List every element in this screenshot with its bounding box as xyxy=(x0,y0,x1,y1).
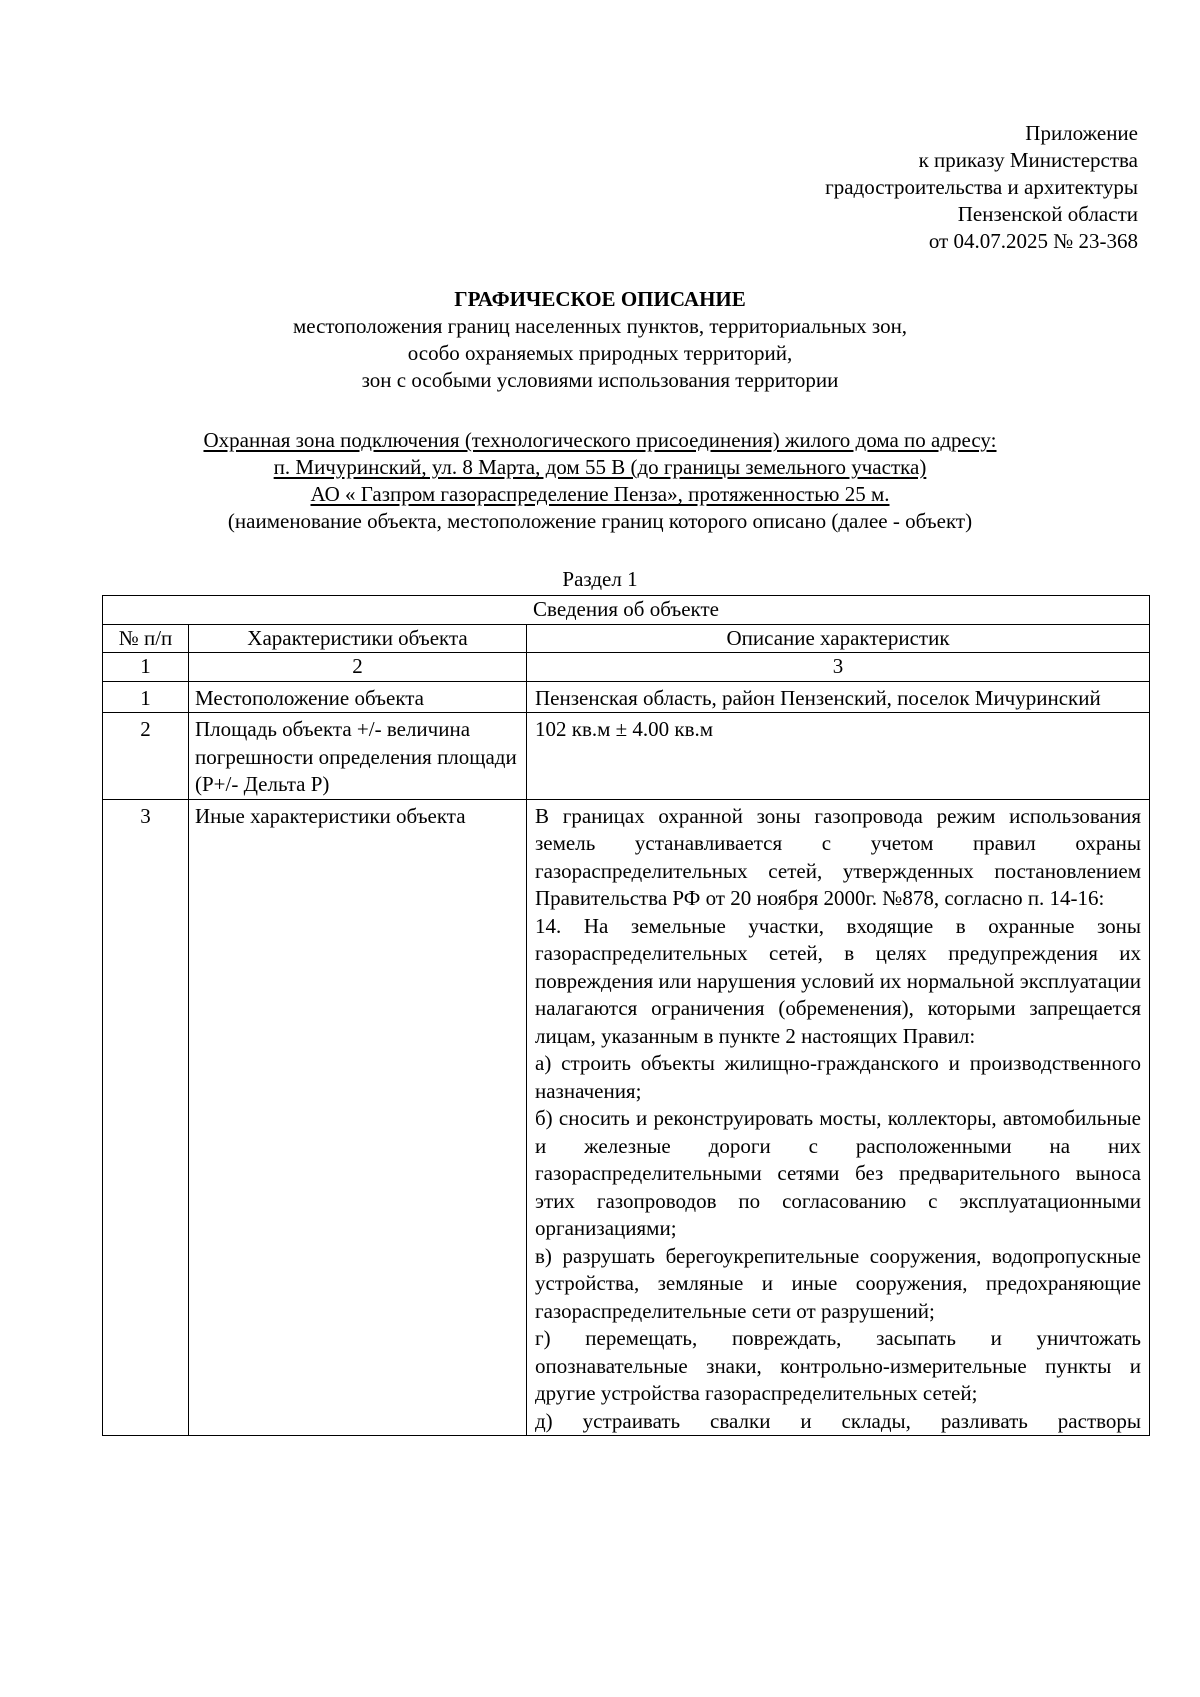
appendix-line: Пензенской области xyxy=(957,202,1138,226)
row-description: 102 кв.м ± 4.00 кв.м xyxy=(527,713,1150,800)
column-number-cell: 1 xyxy=(103,653,189,682)
object-caption: (наименование объекта, местоположение границ которого описано (далее - объект) xyxy=(227,509,973,533)
header-cell: Характеристики объекта xyxy=(189,624,527,653)
object-name-line: АО « Газпром газораспределение Пенза», протяженностью 25 м. xyxy=(310,482,890,506)
appendix-line: Приложение xyxy=(1025,121,1138,145)
column-number-cell: 3 xyxy=(527,653,1150,682)
row-description xyxy=(527,799,1150,1436)
appendix-date-number: от 04.07.2025 № 23-368 xyxy=(928,229,1138,253)
document-subtitle-line: зон с особыми условиями использования территории xyxy=(361,368,839,392)
table-title: Сведения об объекте xyxy=(103,596,1150,625)
table-header-row xyxy=(103,624,1150,653)
row-description: Пензенская область, район Пензенский, поселок Мичуринский xyxy=(527,681,1150,713)
description-paragraph: д) устраивать свалки и склады, разливать растворы xyxy=(535,1408,1141,1433)
row-characteristic: Площадь объекта +/- величина погрешности определения площади (P+/- Дельта P) xyxy=(189,713,527,800)
description-paragraph: а) строить объекты жилищно-гражданского и производственного назначения; xyxy=(535,1051,1141,1103)
object-name-line: Охранная зона подключения (технологического присоединения) жилого дома по адресу: xyxy=(203,428,997,452)
description-paragraph: В границах охранной зоны газопровода режим использования земель устанавливается с учетом правил охраны газораспределительных сетей, утвержденных постановлением Правительства РФ от 20 ноября 2000г. №878, согласно п. 14-16: xyxy=(535,803,1141,910)
appendix-line: к приказу Министерства xyxy=(918,148,1138,172)
document-subtitle-line: местоположения границ населенных пунктов, территориальных зон, xyxy=(292,314,908,338)
row-characteristic: Иные характеристики объекта xyxy=(189,799,527,1436)
row-characteristic: Местоположение объекта xyxy=(189,681,527,713)
column-number-cell: 2 xyxy=(189,653,527,682)
description-paragraph: 14. На земельные участки, входящие в охранные зоны газораспределительных сетей, в целях предупреждения их повреждения или нарушения условий их нормальной эксплуатации налагаются ограничения (обременения), которыми запрещается лицам, указанным в пункте 2 настоящих Правил: xyxy=(535,913,1141,1048)
column-number-row xyxy=(103,653,1150,682)
appendix-line: градостроительства и архитектуры xyxy=(825,175,1138,199)
row-number: 2 xyxy=(103,713,189,800)
object-description xyxy=(0,427,1200,535)
row-number: 3 xyxy=(103,799,189,1436)
document-subtitle-line: особо охраняемых природных территорий, xyxy=(407,341,793,365)
document-title: ГРАФИЧЕСКОЕ ОПИСАНИЕ xyxy=(454,287,746,311)
table-row xyxy=(103,713,1150,800)
description-paragraph: б) сносить и реконструировать мосты, коллекторы, автомобильные и железные дороги с расположенными на них газораспределительными сетями без предварительного выноса этих газопроводов по согласованию с эксплуатационными организациями; xyxy=(535,1106,1141,1240)
table-row xyxy=(103,799,1150,1436)
document-heading xyxy=(0,286,1200,394)
object-name-line: п. Мичуринский, ул. 8 Марта, дом 55 В (до границы земельного участка) xyxy=(273,455,927,479)
table-title-row xyxy=(103,596,1150,625)
section-label: Раздел 1 xyxy=(562,567,638,591)
header-cell: Описание характеристик xyxy=(527,624,1150,653)
description-paragraph: в) разрушать берегоукрепительные сооружения, водопропускные устройства, земляные и иные сооружения, предохраняющие газораспределительные сети от разрушений; xyxy=(535,1243,1141,1323)
header-cell: № п/п xyxy=(103,624,189,653)
description-paragraph: г) перемещать, повреждать, засыпать и уничтожать опознавательные знаки, контрольно-измерительные пункты и другие устройства газораспределительных сетей; xyxy=(535,1326,1141,1405)
object-info-table xyxy=(102,595,1150,1436)
table-row xyxy=(103,681,1150,713)
appendix-block xyxy=(825,120,1138,255)
row-number: 1 xyxy=(103,681,189,713)
